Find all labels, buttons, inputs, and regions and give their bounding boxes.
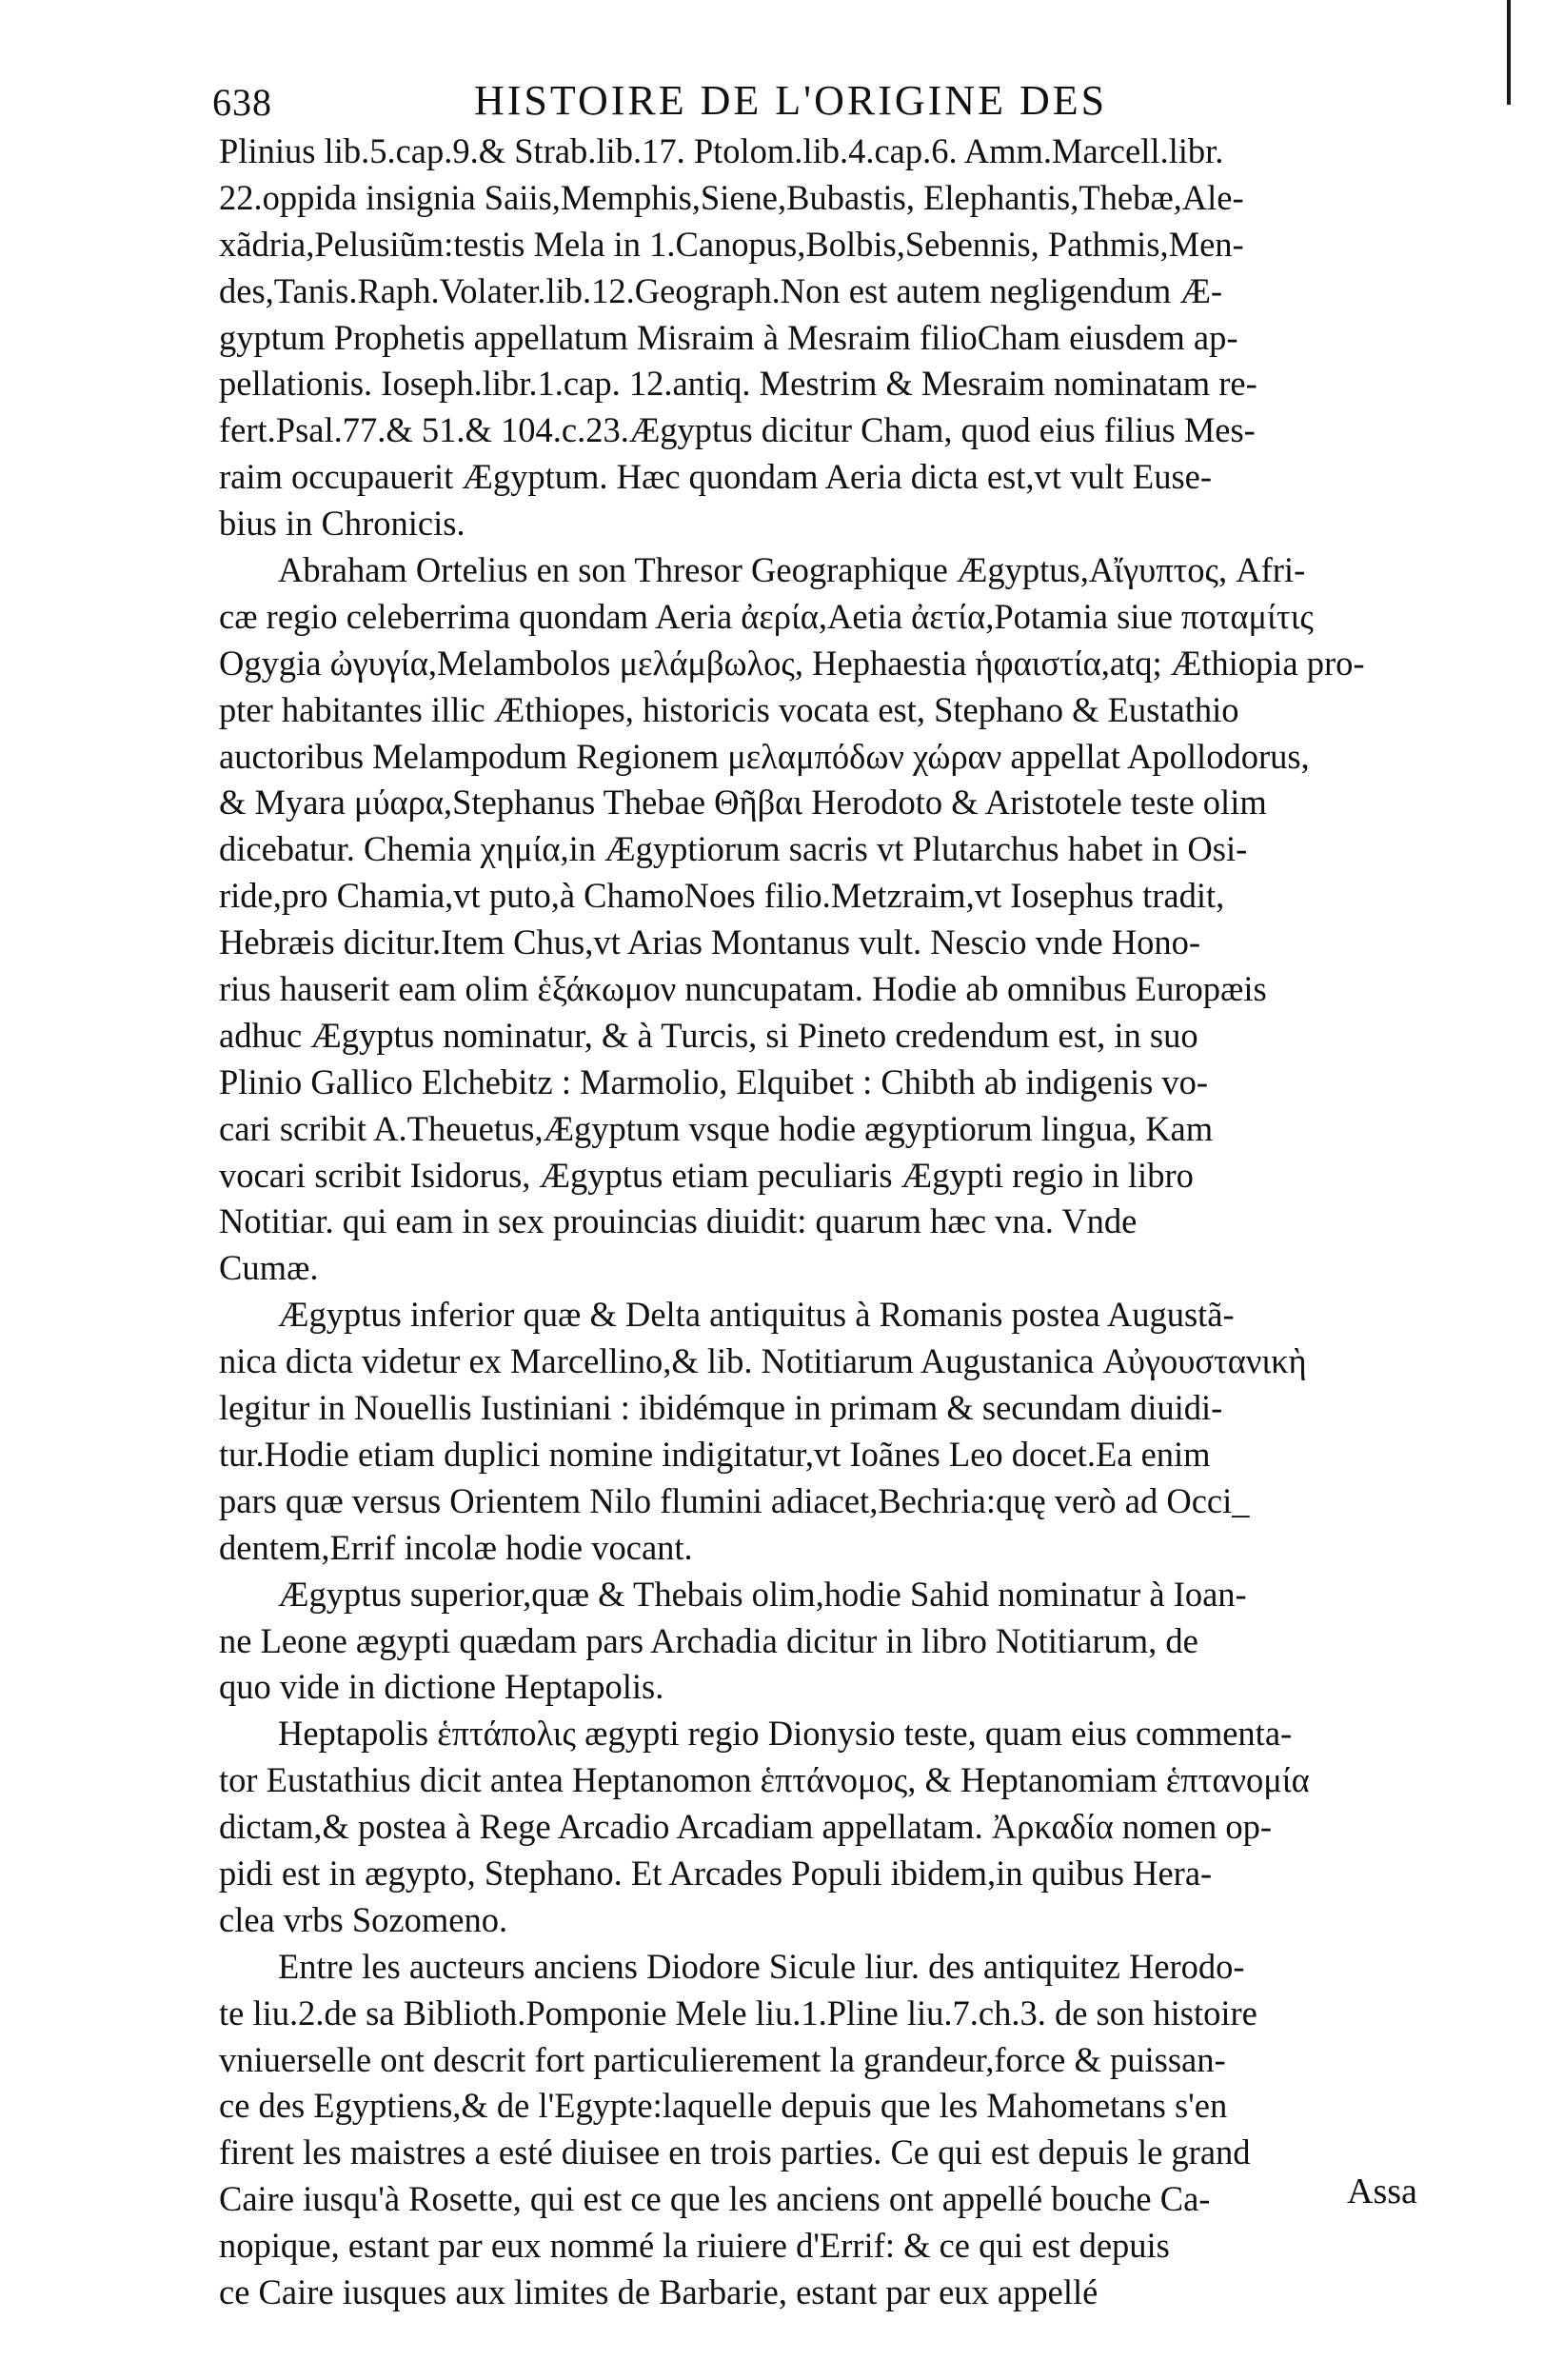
page-header (212, 76, 1307, 133)
page-edge-mark (1507, 0, 1511, 105)
text-line: dentem,Errif incolæ hodie vocant. (219, 1527, 693, 1567)
text-line: ride,pro Chamia,vt puto,à ChamoNoes filio.Metzraim,vt Iosephus tradit, (219, 876, 1225, 916)
text-line: vocari scribit Isidorus, Ægyptus etiam peculiaris Ægypti regio in libro (219, 1155, 1194, 1195)
text-line: 22.oppida insignia Saiis,Memphis,Siene,Bubastis, Elephantis,Thebæ,Ale- (219, 177, 1244, 217)
paragraph-entre-les-aucteurs (219, 1944, 1418, 2316)
text-line: auctoribus Melampodum Regionem μελαμπόδων χώραν appellat Apollodorus, (219, 736, 1310, 776)
text-line: gyptum Prophetis appellatum Misraim à Mesraim filioCham eiusdem ap- (219, 317, 1238, 357)
text-line: rius hauserit eam olim ἑξάκωμον nuncupatam. Hodie ab omnibus Europæis (219, 969, 1267, 1009)
body-text (219, 129, 1418, 2316)
text-line: quo vide in dictione Heptapolis. (219, 1667, 664, 1707)
text-line: Heptapolis ἑπτάπολις ægypti regio Dionysio teste, quam eius commenta- (278, 1714, 1293, 1754)
text-line: Abraham Ortelius en son Thresor Geographique Ægyptus,Αἴγυπτος, Afri- (278, 550, 1306, 590)
text-line: Plinius lib.5.cap.9.& Strab.lib.17. Ptolom.lib.4.cap.6. Amm.Marcell.libr. (219, 131, 1224, 170)
text-line: Entre les aucteurs anciens Diodore Sicule liur. des antiquitez Herodo- (278, 1946, 1245, 1986)
text-line: dicebatur. Chemia χημία,in Ægyptiorum sacris vt Plutarchus habet in Osi- (219, 829, 1248, 869)
text-line: pidi est in ægypto, Stephano. Et Arcades Populi ibidem,in quibus Hera- (219, 1853, 1213, 1893)
text-line: dictam,& postea à Rege Arcadio Arcadiam appellatam. Ἀρκαδία nomen op- (219, 1807, 1272, 1847)
text-line: cæ regio celeberrima quondam Aeria ἀερία,Aetia ἀετία,Potamia siue ποταμίτις (219, 596, 1314, 636)
text-line: xãdria,Pelusiũm:testis Mela in 1.Canopus,Bolbis,Sebennis, Pathmis,Men- (219, 224, 1244, 264)
text-line: tur.Hodie etiam duplici nomine indigitatur,vt Ioãnes Leo docet.Ea enim (219, 1434, 1211, 1474)
text-line: bius in Chronicis. (219, 504, 465, 544)
text-line: raim occupauerit Ægyptum. Hæc quondam Aeria dicta est,vt vult Euse- (219, 457, 1213, 497)
text-line: Cumæ. (219, 1248, 319, 1288)
text-line: te liu.2.de sa Biblioth.Pomponie Mele liu.1.Pline liu.7.ch.3. de son histoire (219, 1993, 1257, 2033)
text-line: tor Eustathius dicit antea Heptanomon ἑπτάνομος, & Heptanomiam ἑπτανομία (219, 1760, 1310, 1800)
catchword: Assa (1347, 2172, 1417, 2211)
text-line: nica dicta videtur ex Marcellino,& lib. Notitiarum Augustanica Αὐγουστανικὴ (219, 1341, 1307, 1381)
paragraph-aegyptus-superior (219, 1572, 1418, 1712)
text-line: & Myara μύαρα,Stephanus Thebae Θῆβαι Herodoto & Aristotele teste olim (219, 783, 1267, 823)
text-line: Caire iusqu'à Rosette, qui est ce que les anciens ont appellé bouche Ca- (219, 2179, 1211, 2219)
text-line: ce des Egyptiens,& de l'Egypte:laquelle depuis que les Mahometans s'en (219, 2086, 1228, 2126)
page-number: 638 (212, 81, 272, 124)
text-line: legitur in Nouellis Iustiniani : ibidémque in primam & secundam diuidi- (219, 1388, 1223, 1428)
text-line: Hebræis dicitur.Item Chus,vt Arias Montanus vult. Nescio vnde Hono- (219, 922, 1201, 962)
text-line: firent les maistres a esté diuisee en trois parties. Ce qui est depuis le grand (219, 2132, 1251, 2172)
text-line: Notitiar. qui eam in sex prouincias diuidit: quarum hæc vna. Vnde (219, 1201, 1138, 1241)
text-line: clea vrbs Sozomeno. (219, 1899, 508, 1939)
text-line: pars quæ versus Orientem Nilo flumini adiacet,Bechria:quę verò ad Occi_ (219, 1480, 1250, 1520)
text-line: pter habitantes illic Æthiopes, historicis vocata est, Stephano & Eustathio (219, 689, 1239, 729)
text-line: des,Tanis.Raph.Volater.lib.12.Geograph.Non est autem negligendum Æ- (219, 270, 1223, 310)
paragraph-aegyptus-inferior (219, 1292, 1418, 1571)
paragraph-heptapolis (219, 1711, 1418, 1943)
running-head: HISTOIRE DE L'ORIGINE DES (474, 77, 1108, 124)
paragraph-plinius (219, 129, 1418, 547)
text-line: Plinio Gallico Elchebitz : Marmolio, Elquibet : Chibth ab indigenis vo- (219, 1061, 1209, 1101)
text-line: adhuc Ægyptus nominatur, & à Turcis, si Pineto credendum est, in suo (219, 1015, 1198, 1055)
text-line: pellationis. Ioseph.libr.1.cap. 12.antiq. Mestrim & Mesraim nominatam re- (219, 364, 1257, 404)
text-line: Ægyptus superior,quæ & Thebais olim,hodie Sahid nominatur à Ioan- (278, 1574, 1247, 1614)
text-line: Ogygia ὠγυγία,Melambolos μελάμβωλος, Hephaestia ἡφαιστία,atq; Æthiopia pro- (219, 643, 1365, 683)
text-line: Ægyptus inferior quæ & Delta antiquitus à Romanis postea Augustã- (278, 1295, 1235, 1335)
text-line: fert.Psal.77.& 51.& 104.c.23.Ægyptus dicitur Cham, quod eius filius Mes- (219, 410, 1256, 450)
text-line: vniuerselle ont descrit fort particulierement la grandeur,force & puissan- (219, 2039, 1226, 2079)
text-line: nopique, estant par eux nommé la riuiere d'Errif: & ce qui est depuis (219, 2226, 1170, 2266)
paragraph-ortelius (219, 547, 1418, 1292)
text-line: ne Leone ægypti quædam pars Archadia dicitur in libro Notitiarum, de (219, 1620, 1198, 1660)
text-line: cari scribit A.Theuetus,Ægyptum vsque hodie ægyptiorum lingua, Kam (219, 1108, 1214, 1148)
text-line: ce Caire iusques aux limites de Barbarie, estant par eux appellé (219, 2271, 1099, 2311)
